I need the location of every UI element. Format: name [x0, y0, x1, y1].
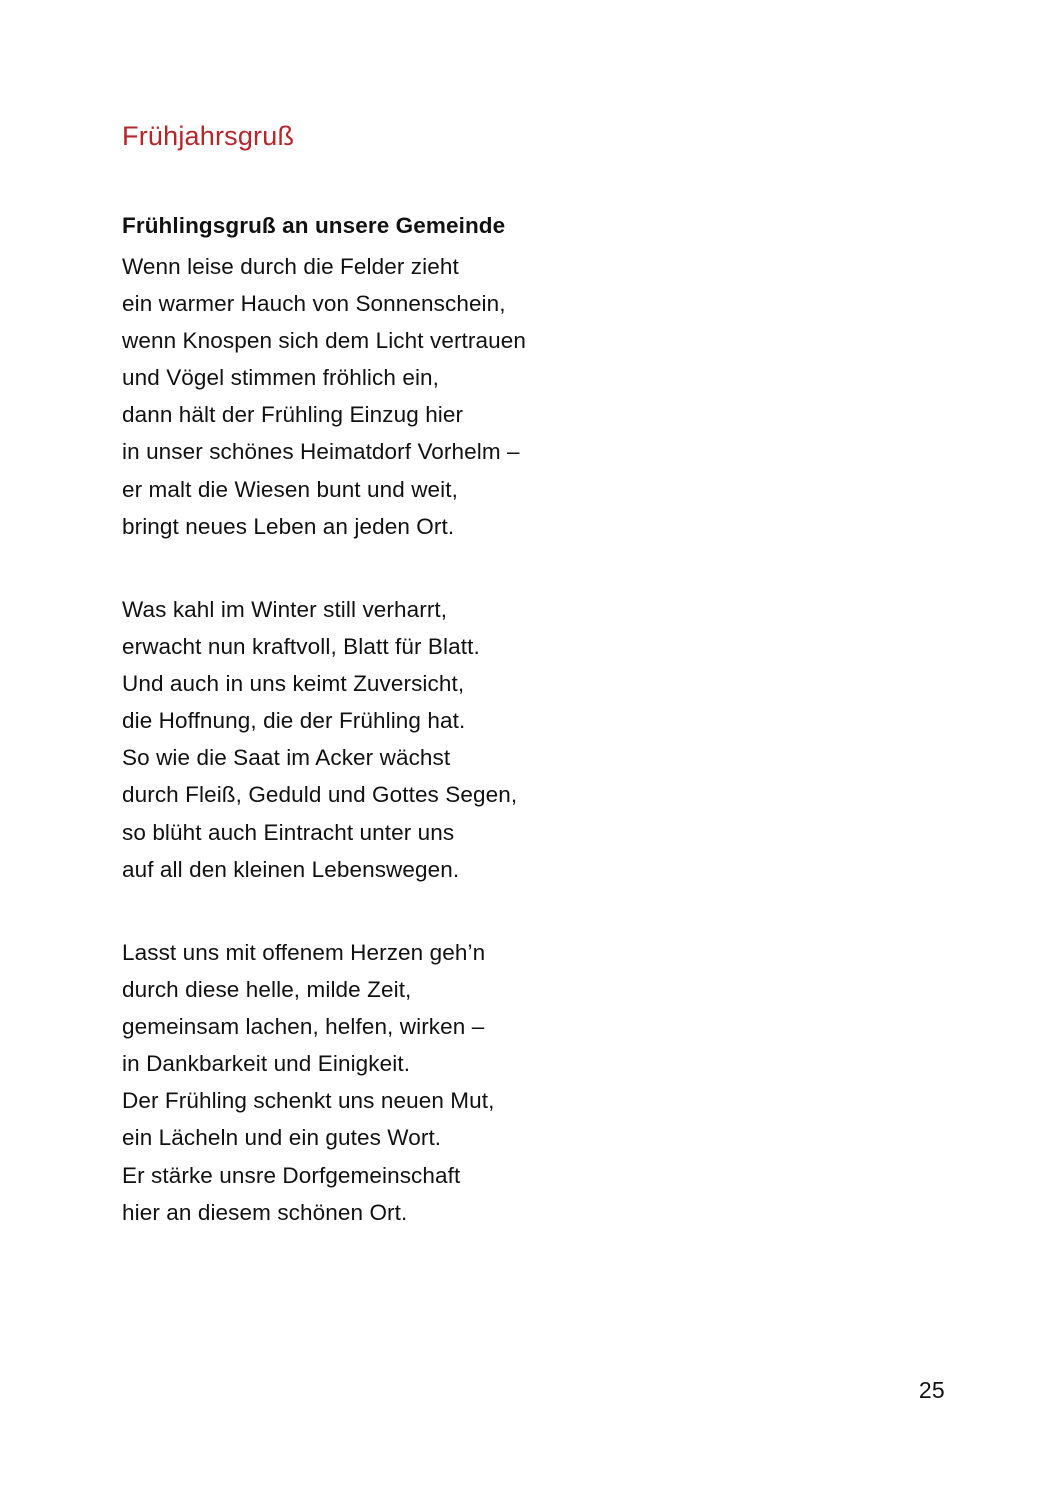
poem-line: Lasst uns mit offenem Herzen geh’n — [122, 939, 486, 965]
poem-line: Und auch in uns keimt Zuversicht, — [122, 671, 465, 697]
poem-line: ein warmer Hauch von Sonnenschein, — [122, 290, 506, 316]
poem-line: so blüht auch Eintracht unter uns — [122, 819, 455, 845]
poem-line: gemeinsam lachen, helfen, wirken – — [122, 1014, 485, 1040]
poem-line: hier an diesem schönen Ort. — [122, 1199, 408, 1225]
poem-line: ein Lächeln und ein gutes Wort. — [122, 1125, 442, 1151]
poem-stanza — [122, 208, 762, 544]
poem-heading: Frühlingsgruß an unsere Gemeinde — [122, 213, 506, 239]
poem-body — [122, 208, 762, 1230]
poem-line: bringt neues Leben an jeden Ort. — [122, 513, 455, 539]
page-number: 25 — [918, 1377, 945, 1403]
poem-line: in Dankbarkeit und Einigkeit. — [122, 1051, 411, 1077]
poem-line: Der Frühling schenkt uns neuen Mut, — [122, 1088, 495, 1114]
poem-line: dann hält der Frühling Einzug hier — [122, 402, 464, 428]
poem-line: und Vögel stimmen fröhlich ein, — [122, 365, 440, 391]
poem-line: Wenn leise durch die Felder zieht — [122, 253, 459, 279]
poem-line: durch diese helle, milde Zeit, — [122, 976, 412, 1002]
poem-line: auf all den kleinen Lebenswegen. — [122, 856, 460, 882]
poem-line: in unser schönes Heimatdorf Vorhelm – — [122, 439, 520, 465]
poem-line: durch Fleiß, Geduld und Gottes Segen, — [122, 782, 518, 808]
poem-line: So wie die Saat im Acker wächst — [122, 745, 451, 771]
poem-line: Was kahl im Winter still verharrt, — [122, 596, 448, 622]
poem-stanza — [122, 591, 762, 888]
poem-stanza — [122, 934, 762, 1231]
poem-line: er malt die Wiesen bunt und weit, — [122, 476, 458, 502]
page-title: Frühjahrsgruß — [122, 121, 295, 151]
poem-line: erwacht nun kraftvoll, Blatt für Blatt. — [122, 633, 480, 659]
poem-line: die Hoffnung, die der Frühling hat. — [122, 708, 466, 734]
poem-line: wenn Knospen sich dem Licht vertrauen — [122, 328, 526, 354]
poem-line: Er stärke unsre Dorfgemeinschaft — [122, 1162, 461, 1188]
page-content — [122, 120, 762, 1231]
